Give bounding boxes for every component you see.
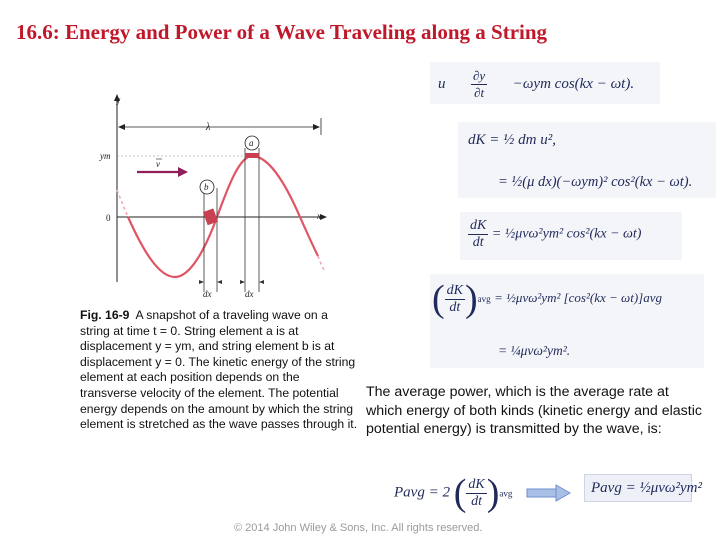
point-a-label: a <box>249 138 254 148</box>
equation-velocity: u $\frac{\partial y}{\partial t}$ −ωym cos(kx − ωt). <box>438 68 635 100</box>
wave-dashed-left <box>117 190 128 217</box>
wavelength-right-arrow-icon <box>313 124 320 130</box>
wave-diagram <box>0 80 360 305</box>
dx-a-arrow-icon <box>240 280 245 284</box>
dx-a-label: dx <box>245 289 254 299</box>
figure-number: Fig. 16-9 <box>80 308 130 322</box>
equation-kinetic-expanded: = ½(μ dx)(−ωym)² cos²(kx − ωt). <box>498 174 693 190</box>
element-a-marker <box>245 153 259 158</box>
velocity-arrowhead-icon <box>178 167 188 177</box>
wavelength-left-arrow-icon <box>118 124 125 130</box>
origin-label: 0 <box>106 213 111 223</box>
caption-text: A snapshot of a traveling wave on a string at time t = 0. String element a is at displacement y = ym, and string element b is at displacement y = 0. The kinetic energy of the string element at each position depends on the transverse velocity of the element. The potential energy depends on the amount by which the string element is stretched as the wave passes through it. <box>80 308 358 432</box>
result-arrow-icon <box>526 484 572 502</box>
x-axis-label: x <box>317 211 321 221</box>
figure-caption <box>80 308 358 433</box>
wave-figure <box>0 80 360 305</box>
velocity-label: v <box>156 159 160 169</box>
wave-dashed-right <box>318 256 324 270</box>
dx-b-arrow-icon <box>199 280 204 284</box>
x-axis-arrow-icon <box>320 214 327 220</box>
average-power-result: Pavg = ½μvω²ym² <box>584 474 692 502</box>
equation-dkdt-avg: ( $\frac{dK}{dt}$ )avg = ½μvω²ym² [cos²(kx − ωt)]avg <box>432 278 662 320</box>
dx-a-arrow2-icon <box>259 280 264 284</box>
equation-kinetic: dK = ½ dm u², <box>468 132 556 148</box>
average-power-paragraph: The average power, which is the average rate at which energy of both kinds (kinetic energy and elastic potential energy) is transmitted by the wave, is: <box>366 384 702 437</box>
slide-title: 16.6: Energy and Power of a Wave Traveling along a String <box>16 20 548 44</box>
y-axis-label: y <box>116 95 121 105</box>
wavelength-label: λ <box>206 122 211 133</box>
dx-b-arrow2-icon <box>217 280 222 284</box>
dx-b-label: dx <box>203 289 212 299</box>
equation-dkdt-avg-result: = ¼μvω²ym². <box>498 343 571 358</box>
ym-label: ym <box>100 151 111 161</box>
equation-dkdt: $\frac{dK}{dt}$ = ½μvω²ym² cos²(kx − ωt) <box>470 218 642 250</box>
copyright-notice: © 2014 John Wiley & Sons, Inc. All rights reserved. <box>234 522 483 534</box>
point-b-label: b <box>204 182 209 192</box>
equation-average-power: Pavg = 2 ( $\frac{dK}{dt}$ )avg <box>394 472 513 514</box>
